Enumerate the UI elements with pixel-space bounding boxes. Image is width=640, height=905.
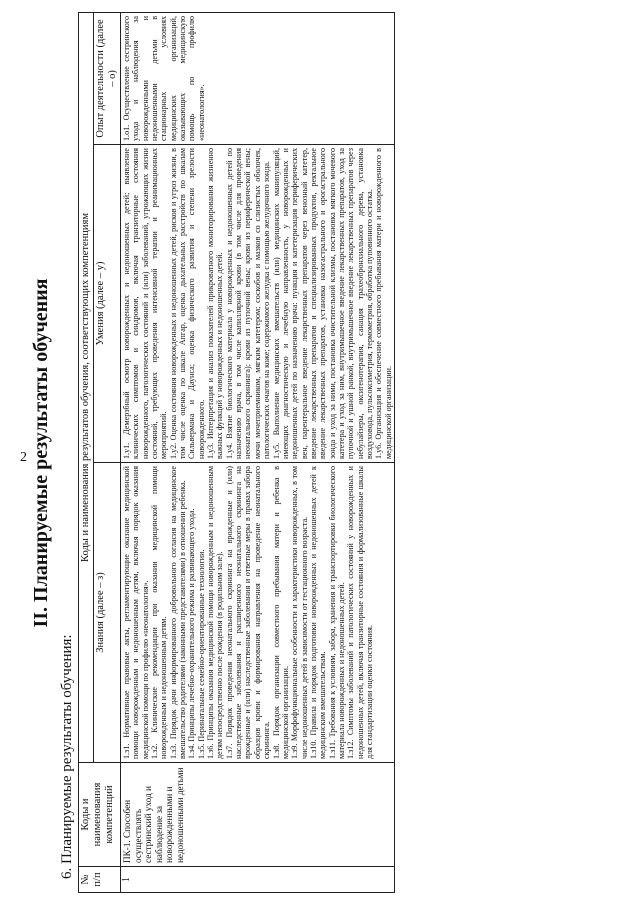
header-competence-code: Коды и наименования компетенций [79, 763, 121, 867]
experience-cell [121, 12, 395, 144]
knowledge-item: 1.з9. Морфофункциональные особенности и характеристики новорожденных, в том числе недоношенных детей в зависимости от гестационного возраста. [290, 466, 309, 759]
knowledge-item: 1.з7. Порядок проведения неонатального скрининга на врожденные и (или) наследственные заболевания и расширенного неонатального скрининга на врожденные и (или) наследственные заболевания и ответные меры в правах забора образцов крови и формирования направления на проведение неонатального скрининга. [224, 466, 272, 759]
page-number: 2 [20, 450, 27, 465]
skill-item: 1.у6. Организация и обеспечение совместного пребывания матери и новорожденного в медицинской организации. [374, 148, 393, 459]
skill-item: 1.у1. Демерзбный осмотр новорожденных и недоношенных детей; выявление клинических симптомов и синдромов, включая транзиторные состояния новорожденного, патологических состояний и (или) заболеваний, угрожающих жизни состояний, требующих проведения интенсивной терапии и реанимационных мероприятий. [122, 148, 169, 459]
knowledge-item: 1.з4. Принципы лечебно-охранительного режима и развивающего ухода. [187, 508, 197, 759]
knowledge-item: 1.з3. Порядок дачи информированного добровольного согласия на медицинское вмешательство родителями (законными представителями) в отношении ребенка. [168, 466, 188, 759]
skill-item: 1.у4. Взятие биологического материала у новорожденных и недоношенных детей по назначению врача, в том числе капиллярной крови (в том числе для проведения неонатального скрининга); крови из пупочной вены; крови из периферической вены; мочи мочеприемником, мягким катетером; соскобов и мазков со слизистых оболочек, патологических очагов на коже; содержимого желудка с помощью желудочного зонда. [224, 148, 272, 459]
table-row [121, 12, 395, 892]
knowledge-item: 1.з1. Нормативные правовые акты, регламентирующие оказание медицинской помощи новорожденным и недоношенным детям, включая порядок оказания медицинской помощи по профилю «неонатология». [122, 466, 150, 759]
knowledge-cell [121, 463, 395, 763]
competence-cell: ПК-1. Способен осуществлять сестринский уход и наблюдение за новорожденными и недоношенными детьми [121, 763, 395, 867]
header-skills: Умения (далее – у) [94, 145, 121, 463]
knowledge-item: 1.з8. Порядок организации совместного пребывания матери и ребенка в медицинской организации. [271, 466, 290, 759]
document-body [30, 13, 395, 893]
header-num: № п/п [79, 867, 121, 893]
knowledge-item: 1.з10. Правила и порядок подготовки новорожденных и недоношенных детей к медицинским вмешательствам. [308, 466, 328, 759]
skills-cell [121, 145, 395, 463]
header-outcomes-group: Коды и наименования результатов обучения, соответствующих компетенциям [79, 12, 94, 762]
skill-item: 1.у3. Интерпретация и анализ показателей прикроватного мониторирования жизненно важных функций у новорожденных и недоношенных детей. [206, 148, 225, 459]
experience-item: 1.о1. Осуществление сестринского ухода и наблюдения за новорожденными и недоношенными детьми в стационарных условиях медицинских организаций, оказывающих медицинскую помощь по профилю «неонатология». [122, 15, 206, 141]
skill-item: 1.у2. Оценка состояния новорожденных и недоношенных детей, рисков и угроз жизни, в том числе оценка по шкале Апгар, оценка дыхательных расстройств по шкалам Сильвермана и Даунса; оценка физического развития и степени зрелости новорожденного. [168, 148, 206, 459]
header-knowledge: Знания (далее – з) [94, 463, 121, 763]
header-experience: Опыт деятельности (далее – о) [94, 12, 121, 144]
knowledge-item: 1.з2. Клинические рекомендации при оказании медицинской помощи новорожденным и недоношенным детям. [150, 466, 169, 759]
section-title: 6. Планируемые результаты обучения: [59, 634, 75, 879]
main-title: II. Планируемые результаты обучения [30, 278, 52, 628]
knowledge-item: 1.з5. Перинатальные семейно-ориентированные технологии. [196, 549, 206, 759]
learning-outcomes-table [78, 12, 395, 893]
skill-item: 1.у5. Выполнение медицинских вмешательств (или) медицинских манипуляций, имеющих диагностическую и лечебную направленность, у новорожденных и недоношенных детей по назначению врача: пункция и катетеризация периферических вен, парентеральное введение лекарственных препаратов через венозный катетер, введение лекарственных препаратов и специализированных продуктов, ректальное введение лекарственных препаратов, установка назогастрального и орогастрального зонда и уход за ними, постановка очистительной клизмы, постановка мягкого мочевого катетера и уход за ним, внутримышечное введение лекарственных препаратов, уход за пупочной и ушной ранкой, внутримышечное введение лекарственных препаратов через небулайзеры, оксигенотерапия, санация трахеобронхиального дерева, установка воздуховода, пульсоксиметрия, термометрия, обработка пуповинного остатка. [271, 148, 374, 459]
knowledge-item: 1.з11. Требования к условиям, забора, хранения и транспортировки биологического материала новорожденных и недоношенных детей. [327, 466, 346, 759]
knowledge-item: 1.з6. Принципы оказания медицинской помощи новорожденным и недоношенным детям непосредственно после рождения (в родильном зале). [206, 466, 225, 759]
row-number: 1 [121, 867, 395, 893]
knowledge-item: 1.з12. Симптомы заболеваний и патологических состояний у новорожденных и недоношенных детей, включая транзиторные состояния и формализованные шкалы для стандартизации оценки состояния. [346, 466, 374, 759]
